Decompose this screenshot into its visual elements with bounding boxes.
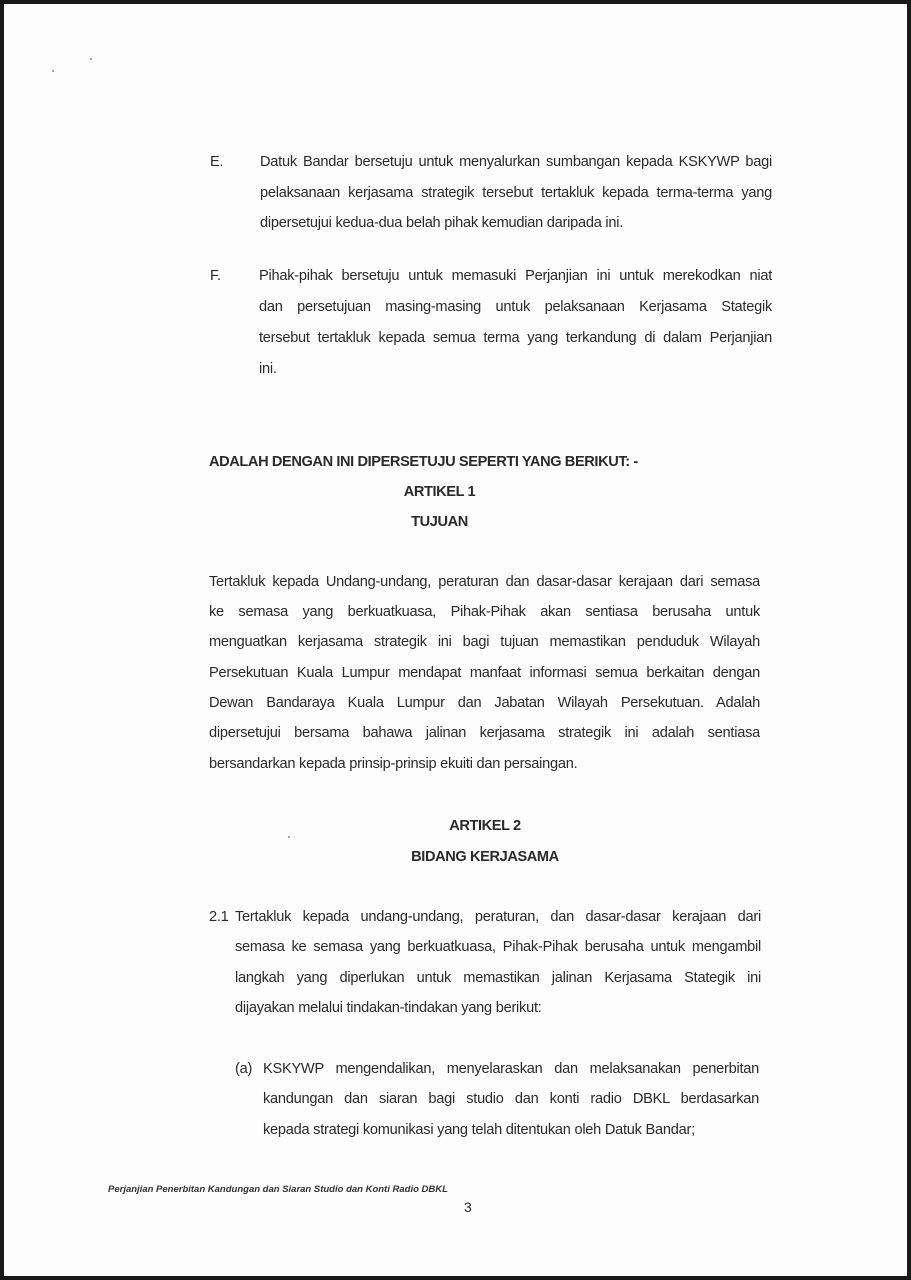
agreed-heading: ADALAH DENGAN INI DIPERSETUJU SEPERTI YANG BERIKUT: - [209, 454, 638, 470]
page-footer: Perjanjian Penerbitan Kandungan dan Siaran Studio dan Konti Radio DBKL [108, 1184, 448, 1195]
clause-2-1-line: semasa ke semasa yang berkuatkuasa, Pihak-Pihak berusaha untuk mengambil [235, 939, 761, 955]
clause-2-1-line: dijayakan melalui tindakan-tindakan yang berikut: [235, 1000, 542, 1016]
scan-speck [52, 70, 54, 72]
article-1-line: menguatkan kerjasama strategik ini bagi tujuan memastikan penduduk Wilayah [209, 634, 760, 650]
article-1-line: Tertakluk kepada Undang-undang, peraturan dan dasar-dasar kerajaan dari semasa [209, 574, 760, 590]
document-page [4, 4, 907, 1276]
article-1-number: ARTIKEL 1 [403, 484, 476, 500]
recital-f-line: tersebut tertakluk kepada semua terma yang terkandung di dalam Perjanjian [259, 330, 772, 346]
item-a-line: kepada strategi komunikasi yang telah ditentukan oleh Datuk Bandar; [263, 1122, 695, 1138]
page-number: 3 [464, 1199, 472, 1215]
clause-2-1-label: 2.1 [209, 909, 229, 925]
article-1-line: dipersetujui bersama bahawa jalinan kerjasama strategik ini adalah sentiasa [209, 725, 760, 741]
article-1-line: Persekutuan Kuala Lumpur mendapat manfaat informasi semua berkaitan dengan [209, 665, 760, 681]
recital-e-line: Datuk Bandar bersetuju untuk menyalurkan sumbangan kepada KSKYWP bagi [260, 154, 772, 170]
article-2-title: BIDANG KERJASAMA [411, 849, 559, 865]
article-1-line: Dewan Bandaraya Kuala Lumpur dan Jabatan Wilayah Persekutuan. Adalah [209, 695, 760, 711]
recital-f-line: dan persetujuan masing-masing untuk pelaksanaan Kerjasama Stategik [259, 299, 772, 315]
clause-2-1-line: langkah yang diperlukan untuk memastikan jalinan Kerjasama Stategik ini [235, 970, 761, 986]
item-a-line: kandungan dan siaran bagi studio dan konti radio DBKL berdasarkan [263, 1091, 759, 1107]
recital-label-f: F. [210, 268, 221, 284]
scan-speck [90, 58, 92, 60]
recital-f-line: Pihak-pihak bersetuju untuk memasuki Perjanjian ini untuk merekodkan niat [259, 268, 772, 284]
recital-e-line: dipersetujui kedua-dua belah pihak kemudian daripada ini. [260, 215, 624, 231]
recital-label-e: E. [210, 154, 224, 170]
article-1-line: bersandarkan kepada prinsip-prinsip ekuiti dan persaingan. [209, 756, 578, 772]
item-a-line: KSKYWP mengendalikan, menyelaraskan dan melaksanakan penerbitan [263, 1061, 759, 1077]
article-1-title: TUJUAN [411, 514, 468, 530]
recital-e-line: pelaksanaan kerjasama strategik tersebut tertakluk kepada terma-terma yang [260, 185, 772, 201]
clause-2-1-line: Tertakluk kepada undang-undang, peraturan, dan dasar-dasar kerajaan dari [235, 909, 761, 925]
article-2-number: ARTIKEL 2 [449, 818, 521, 834]
recital-f-line: ini. [259, 361, 277, 377]
scan-speck [288, 836, 290, 838]
item-a-label: (a) [235, 1061, 253, 1077]
article-1-line: ke semasa yang berkuatkuasa, Pihak-Pihak akan sentiasa berusaha untuk [209, 604, 760, 620]
